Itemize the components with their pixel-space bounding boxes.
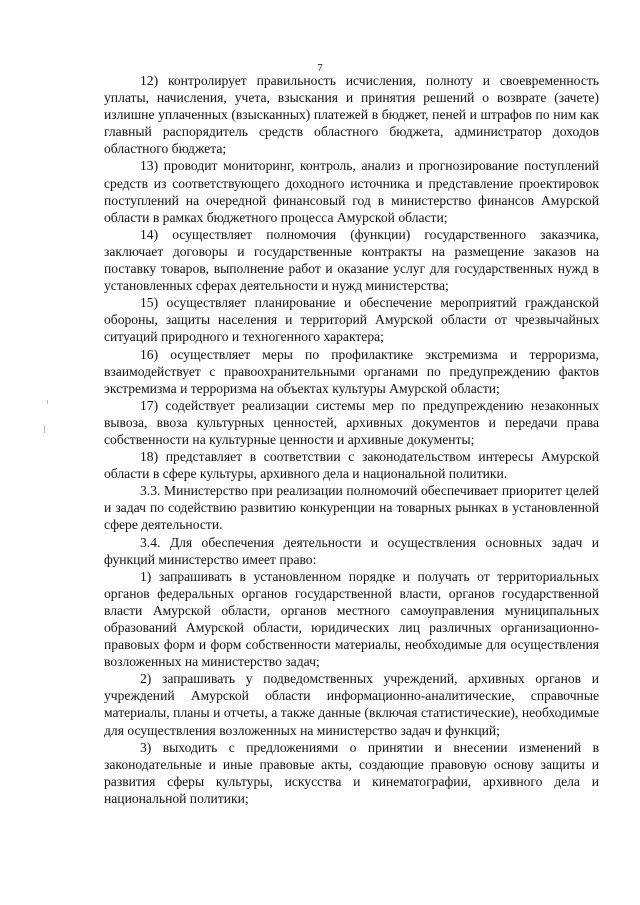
paragraph-item-14: 14) осуществляет полномочия (функции) государственного заказчика, заключает договоры и государственные контракты на размещение заказов на поставку товаров, выполнение работ и оказание услуг для государственных нужд в установленных сферах деятельности и нужд министерства;	[104, 226, 599, 294]
paragraph-section-3-3: 3.3. Министерство при реализации полномочий обеспечивает приоритет целей и задач по содействию развитию конкуренции на товарных рынках в установленной сфере деятельности.	[104, 483, 599, 533]
paragraph-item-18: 18) представляет в соответствии с законодательством интересы Амурской области в сфере культуры, архивного дела и национальной политики.	[104, 449, 599, 482]
document-body	[104, 72, 599, 807]
paragraph-right-1: 1) запрашивать в установленном порядке и получать от территориальных органов федеральных органов государственной власти, органов государственной власти Амурской области, органов местного самоуправления муниципальных образований Амурской области, юридических лиц различных организационно-правовых форм и форм собственности материалы, необходимые для осуществления возложенных на министерство задач;	[104, 568, 599, 670]
paragraph-item-15: 15) осуществляет планирование и обеспечение мероприятий гражданской обороны, защиты населения и территорий Амурской области от чрезвычайных ситуаций природного и техногенного характера;	[104, 295, 599, 345]
paragraph-item-17: 17) содействует реализации системы мер по предупреждению незаконных вывоза, ввоза культурных ценностей, архивных документов и передачи права собственности на культурные ценности и архивные документы;	[104, 397, 599, 447]
scan-artifact-mark	[44, 425, 45, 433]
paragraph-item-12: 12) контролирует правильность исчисления, полноту и своевременность уплаты, начисления, учета, взыскания и принятия решений о возврате (зачете) излишне уплаченных (взысканных) платежей в бюджет, пеней и штрафов по ним как главный распорядитель средств областного бюджета, администратор доходов областного бюджета;	[104, 73, 599, 157]
page-number: 7	[317, 62, 323, 74]
paragraph-right-3: 3) выходить с предложениями о принятии и внесении изменений в законодательные и иные правовые акты, создающие правовую основу защиты и развития сферы культуры, искусства и кинематографии, архивного дела и национальной политики;	[104, 739, 599, 806]
paragraph-item-16: 16) осуществляет меры по профилактике экстремизма и терроризма, взаимодействует с правоохранительными органами по предупреждению фактов экстремизма и терроризма на объектах культуры Амурской области;	[104, 346, 599, 396]
paragraph-section-3-4: 3.4. Для обеспечения деятельности и осуществления основных задач и функций министерство имеет право:	[104, 534, 599, 567]
paragraph-item-13: 13) проводит мониторинг, контроль, анализ и прогнозирование поступлений средств из соответствующего доходного источника и представление проектировок поступлений на очередной финансовый год в министерство финансов Амурской области в рамках бюджетного процесса Амурской области;	[104, 158, 599, 225]
scan-artifact-mark	[47, 400, 48, 404]
paragraph-right-2: 2) запрашивать у подведомственных учреждений, архивных органов и учреждений Амурской области информационно-аналитические, справочные материалы, планы и отчеты, а также данные (включая статистические), необходимые для осуществления возложенных на министерство задач и функций;	[104, 671, 599, 738]
